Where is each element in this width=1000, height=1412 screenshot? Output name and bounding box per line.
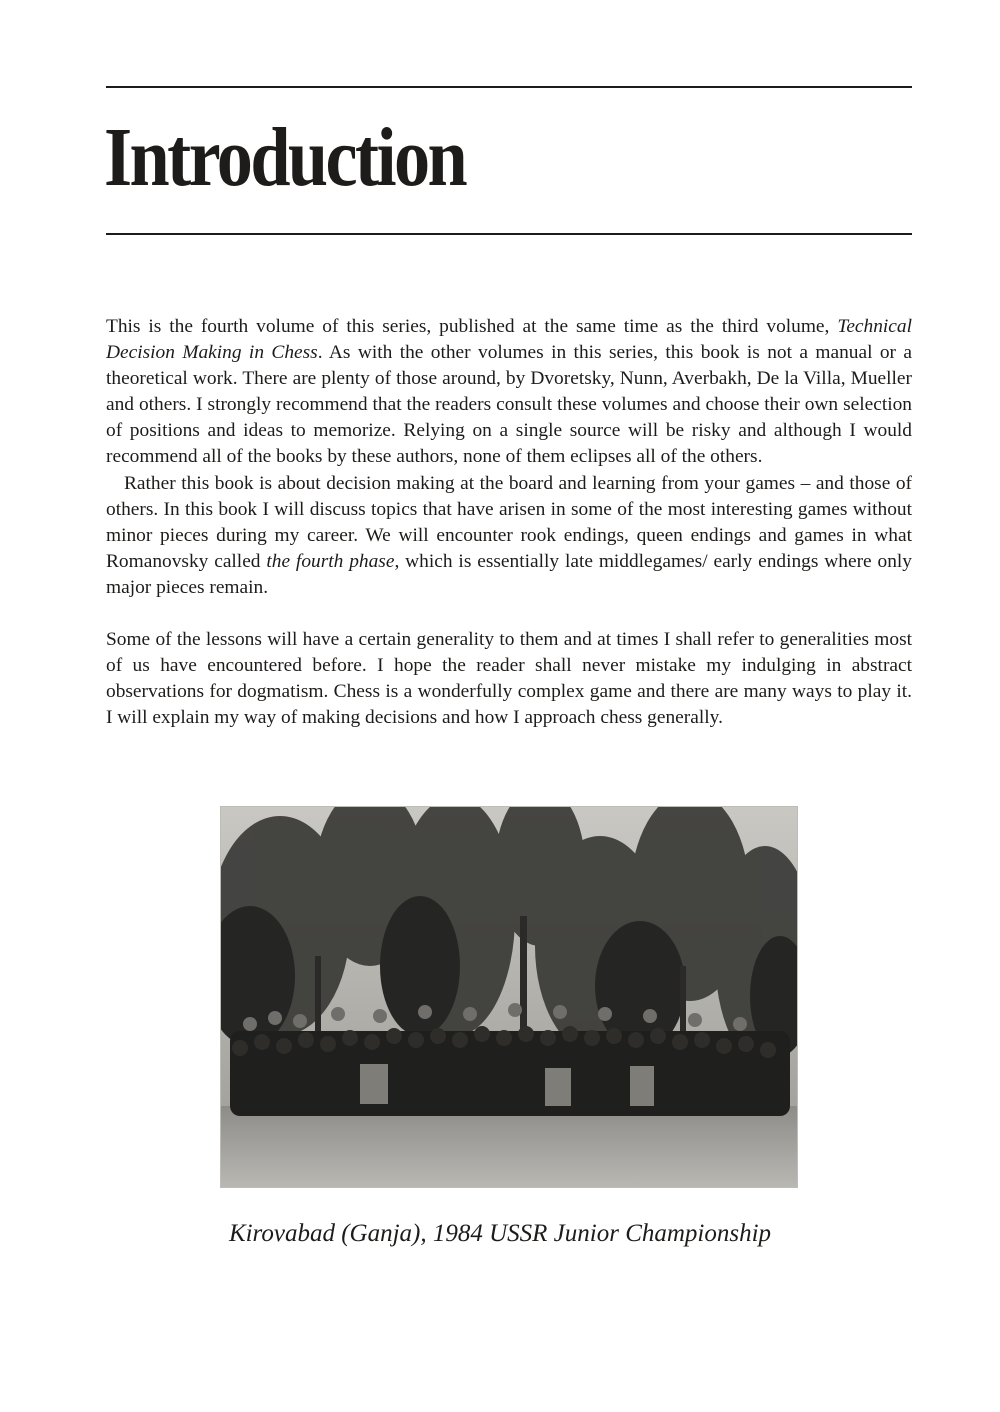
book-title-reference: Technical Decision Making in Chess (106, 316, 912, 364)
bottom-rule (106, 233, 912, 235)
paragraph-2 (106, 471, 912, 601)
paragraph-2-text-a: Rather this book is about decision making at the board and learning from your games – and those of others. In this book I will discuss topics that have arisen in some of the most interesting games without minor pieces during my career. We will encounter rook endings, queen endings and games in what Romanovsky called (106, 472, 912, 572)
body-text (106, 314, 912, 731)
group-photo (220, 806, 798, 1188)
paragraph-1 (106, 314, 912, 471)
photo-caption: Kirovabad (Ganja), 1984 USSR Junior Championship (228, 1220, 772, 1247)
term-fourth-phase: the fourth phase (266, 550, 395, 572)
paragraph-1-text-a: This is the fourth volume of this series, published at the same time as the third volume, (106, 316, 838, 337)
top-rule (106, 86, 912, 88)
page-title: Introduction (104, 111, 466, 204)
paragraph-2-text-b: , which is essentially late middlegames/ early endings where only major pieces remain. (106, 550, 912, 598)
paragraph-3: Some of the lessons will have a certain generality to them and at times I shall refer to generalities most of us have encountered before. I hope the reader shall never mistake my indulging in abstract observations for dogmatism. Chess is a wonderfully complex game and there are many ways to play it. I will explain my way of making decisions and how I approach chess generally. (106, 629, 912, 729)
paragraph-1-text-b: . As with the other volumes in this series, this book is not a manual or a theoretical work. There are plenty of those around, by Dvoretsky, Nunn, Averbakh, De la Villa, Mueller and others. I strongly recommend that the readers consult these volumes and choose their own selection of positions and ideas to memorize. Relying on a single source will be risky and although I would recommend all of the books by these authors, none of them eclipses all of the others. (106, 342, 912, 468)
